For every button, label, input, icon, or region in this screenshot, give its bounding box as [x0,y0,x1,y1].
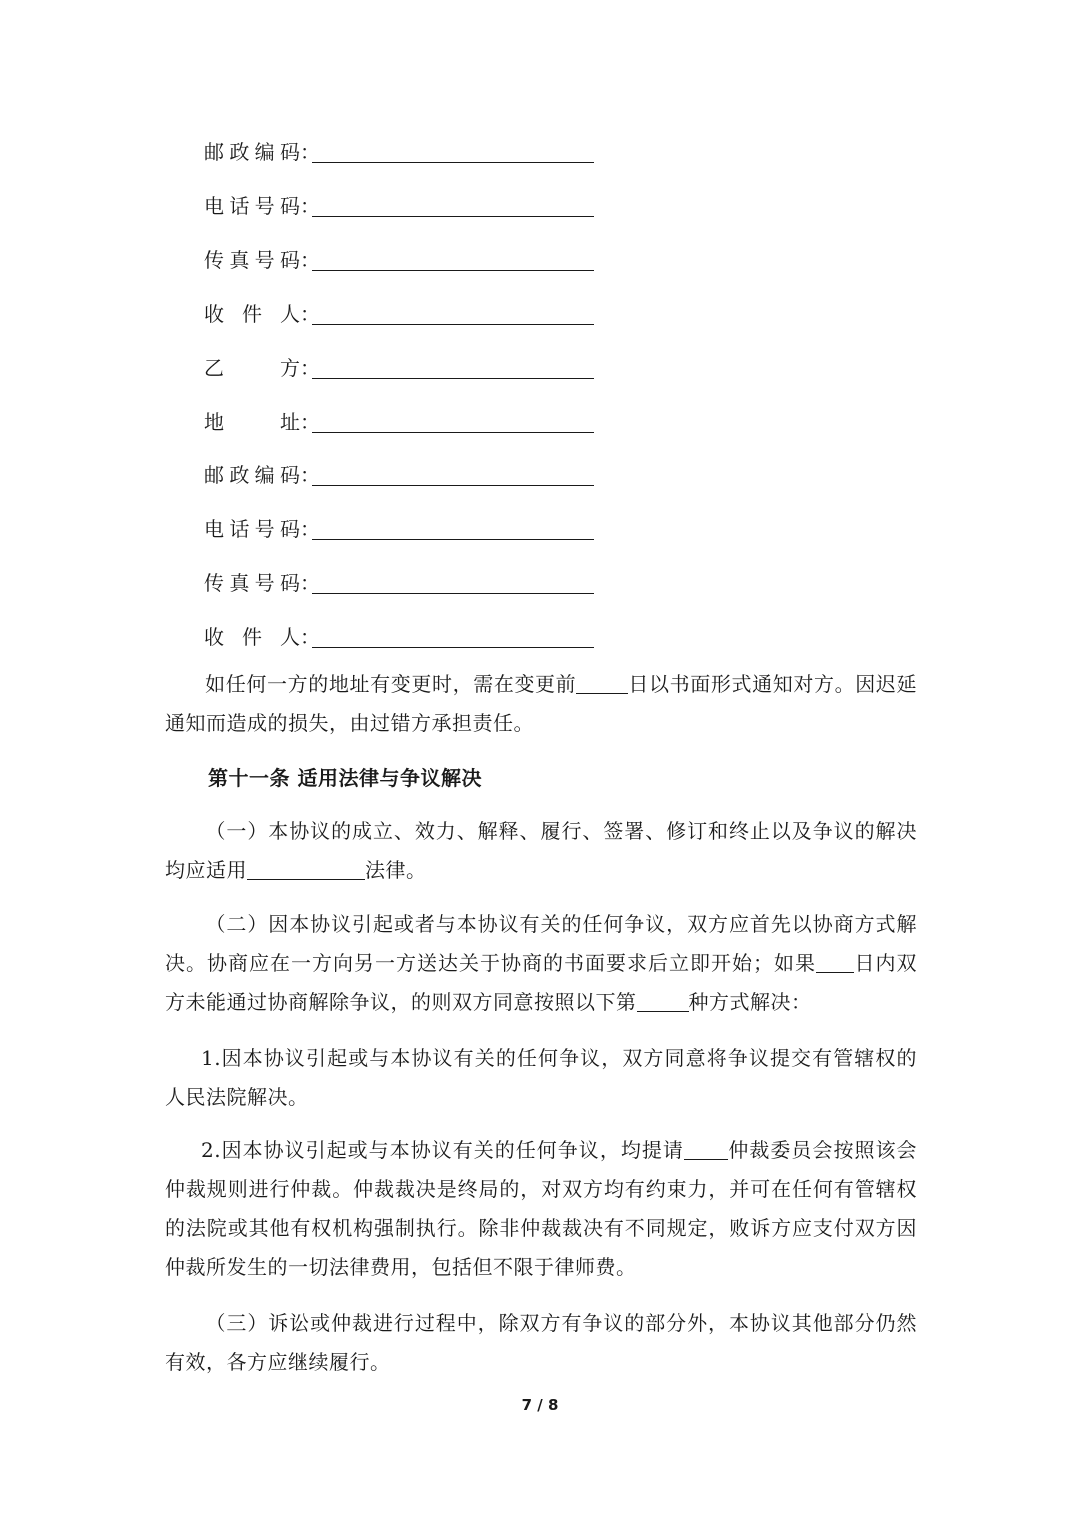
field-colon: ： [300,517,320,541]
fill-in-line[interactable] [312,412,594,433]
field-label: 邮政编码 [204,140,300,164]
fill-in-line[interactable] [312,573,594,594]
field-colon: ： [300,302,320,326]
address-change-paragraph [165,665,917,743]
field-label: 收件人 [204,625,300,649]
method-number-blank[interactable] [637,989,689,1012]
page-number: 7 / 8 [521,1396,559,1414]
fill-in-line[interactable] [312,304,594,325]
field-label: 电话号码 [204,517,300,541]
field-label: 传真号码 [204,248,300,272]
field-colon: ： [300,248,320,272]
fill-in-line[interactable] [312,196,594,217]
field-label: 邮政编码 [204,463,300,487]
paragraph-text: （三）诉讼或仲裁进行过程中，除双方有争议的部分外，本协议其他部分仍然有效，各方应继续履行。 [165,1311,917,1374]
clause-1-paragraph [165,812,917,890]
field-label: 传真号码 [204,571,300,595]
fill-in-line[interactable] [312,519,594,540]
phone-field-b [204,507,594,541]
phone-field-a [204,184,594,218]
fill-in-line[interactable] [312,465,594,486]
field-colon: ： [300,140,320,164]
field-colon: ： [300,463,320,487]
postal-code-field-b [204,453,594,487]
option-1-paragraph [165,1039,917,1117]
field-label: 乙方 [204,356,300,380]
recipient-field-b [204,615,594,649]
field-label: 电话号码 [204,194,300,218]
paragraph-text: 种方式解决： [688,990,812,1014]
paragraph-text: 如任何一方的地址有变更时，需在变更前 [205,672,577,696]
paragraph-text: 日内双方未能通过协商解除争议，的则双方同意按照以下第 [165,951,917,1014]
field-colon: ： [300,410,320,434]
days-blank[interactable] [576,671,628,694]
paragraph-text: （二）因本协议引起或者与本协议有关的任何争议，双方应首先以协商方式解决。协商应在一方向另一方送达关于协商的书面要求后立即开始；如果 [165,912,917,975]
fill-in-line[interactable] [312,250,594,271]
field-label: 地址 [204,410,300,434]
postal-code-field-a [204,130,594,164]
field-colon: ： [300,571,320,595]
fill-in-line[interactable] [312,627,594,648]
fax-field-a [204,238,594,272]
fill-in-line[interactable] [312,358,594,379]
governing-law-blank[interactable] [247,857,365,880]
option-2-paragraph [165,1131,917,1287]
field-colon: ： [300,356,320,380]
field-label: 收件人 [204,302,300,326]
paragraph-text: 2.因本协议引起或与本协议有关的任何争议，均提请 [201,1138,684,1162]
field-colon: ： [300,625,320,649]
recipient-field-a [204,292,594,326]
party-b-field [204,346,594,380]
paragraph-text: 法律。 [365,858,427,882]
paragraph-text: （一）本协议的成立、效力、解释、履行、签署、修订和终止以及争议的解决均应适用 [165,819,917,882]
address-field-b [204,400,594,434]
paragraph-text: 仲裁委员会按照该会仲裁规则进行仲裁。仲裁裁决是终局的，对双方均有约束力，并可在任何有管辖权的法院或其他有权机构强制执行。除非仲裁裁决有不同规定，败诉方应支付双方因仲裁所发生的一切法律费用，包括但不限于律师费。 [165,1138,917,1279]
fill-in-line[interactable] [312,142,594,163]
fax-field-b [204,561,594,595]
paragraph-text: 日以书面形式通知对方。因迟延通知而造成的损失，由过错方承担责任。 [165,672,918,735]
field-colon: ： [300,194,320,218]
clause-2-paragraph [165,905,917,1022]
arbitration-commission-blank[interactable] [684,1137,728,1160]
clause-3-paragraph [165,1304,917,1382]
article-heading: 第十一条 适用法律与争议解决 [208,766,482,790]
paragraph-text: 1.因本协议引起或与本协议有关的任何争议，双方同意将争议提交有管辖权的人民法院解决。 [165,1046,917,1109]
negotiation-days-blank[interactable] [816,950,854,973]
